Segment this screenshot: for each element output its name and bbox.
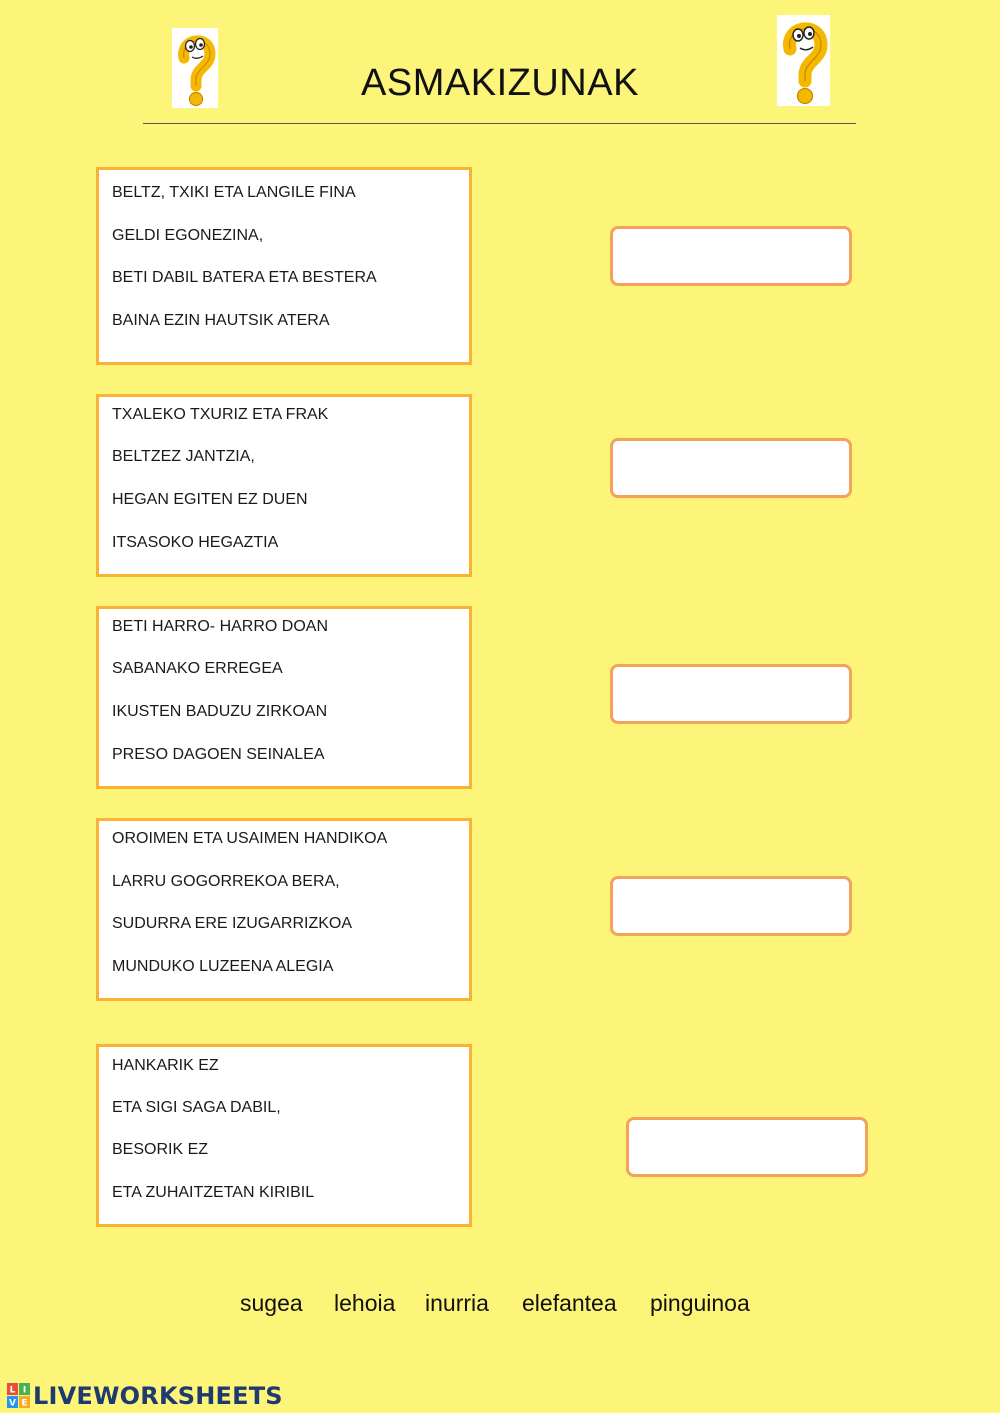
svg-text:V: V	[9, 1398, 16, 1409]
word-bank-item: inurria	[425, 1290, 489, 1316]
word-bank-item: pinguinoa	[650, 1290, 750, 1316]
riddle-line: TXALEKO TXURIZ ETA FRAK	[112, 406, 329, 423]
svg-text:L: L	[9, 1385, 16, 1396]
riddle-line: BAINA EZIN HAUTSIK ATERA	[112, 312, 330, 329]
riddle-line: BELTZ, TXIKI ETA LANGILE FINA	[112, 184, 356, 201]
riddle-line: BELTZEZ JANTZIA,	[112, 448, 255, 465]
riddle-line: SABANAKO ERREGEA	[112, 660, 283, 677]
svg-text:E: E	[21, 1398, 28, 1409]
riddle-line: LARRU GOGORREKOA BERA,	[112, 873, 340, 890]
riddle-line: BESORIK EZ	[112, 1141, 209, 1158]
riddle-line: BETI HARRO- HARRO DOAN	[112, 618, 329, 635]
question-mark-face-icon-right	[777, 15, 830, 106]
riddle-line: ITSASOKO HEGAZTIA	[112, 534, 279, 551]
riddle-line: HANKARIK EZ	[112, 1057, 219, 1074]
riddle-box-3	[96, 606, 472, 789]
word-bank-item: sugea	[240, 1290, 303, 1316]
answer-input-2[interactable]	[610, 438, 852, 498]
word-bank-item: elefantea	[522, 1290, 617, 1316]
title-divider	[143, 123, 856, 124]
answer-input-1[interactable]	[610, 226, 852, 286]
riddle-line: PRESO DAGOEN SEINALEA	[112, 746, 325, 763]
word-bank-item: lehoia	[334, 1290, 396, 1316]
riddle-line: BETI DABIL BATERA ETA BESTERA	[112, 269, 377, 286]
liveworksheets-logo-text: LIVEWORKSHEETS	[33, 1382, 283, 1410]
riddle-line: ETA SIGI SAGA DABIL,	[112, 1099, 281, 1116]
liveworksheets-logo	[7, 1381, 283, 1411]
riddle-line: OROIMEN ETA USAIMEN HANDIKOA	[112, 830, 388, 847]
liveworksheets-logo-mark-icon	[7, 1383, 31, 1409]
answer-input-5[interactable]	[626, 1117, 868, 1177]
answer-input-3[interactable]	[610, 664, 852, 724]
page-title: ASMAKIZUNAK	[361, 62, 639, 104]
riddle-line: ETA ZUHAITZETAN KIRIBIL	[112, 1184, 315, 1201]
riddle-line: GELDI EGONEZINA,	[112, 227, 264, 244]
riddle-box-2	[96, 394, 472, 577]
riddle-line: IKUSTEN BADUZU ZIRKOAN	[112, 703, 328, 720]
riddle-line: SUDURRA ERE IZUGARRIZKOA	[112, 915, 353, 932]
riddle-box-1	[96, 167, 472, 365]
riddle-box-5	[96, 1044, 472, 1227]
riddle-line: MUNDUKO LUZEENA ALEGIA	[112, 958, 334, 975]
riddle-line: HEGAN EGITEN EZ DUEN	[112, 491, 308, 508]
svg-text:I: I	[22, 1385, 27, 1396]
riddle-box-4	[96, 818, 472, 1001]
answer-input-4[interactable]	[610, 876, 852, 936]
